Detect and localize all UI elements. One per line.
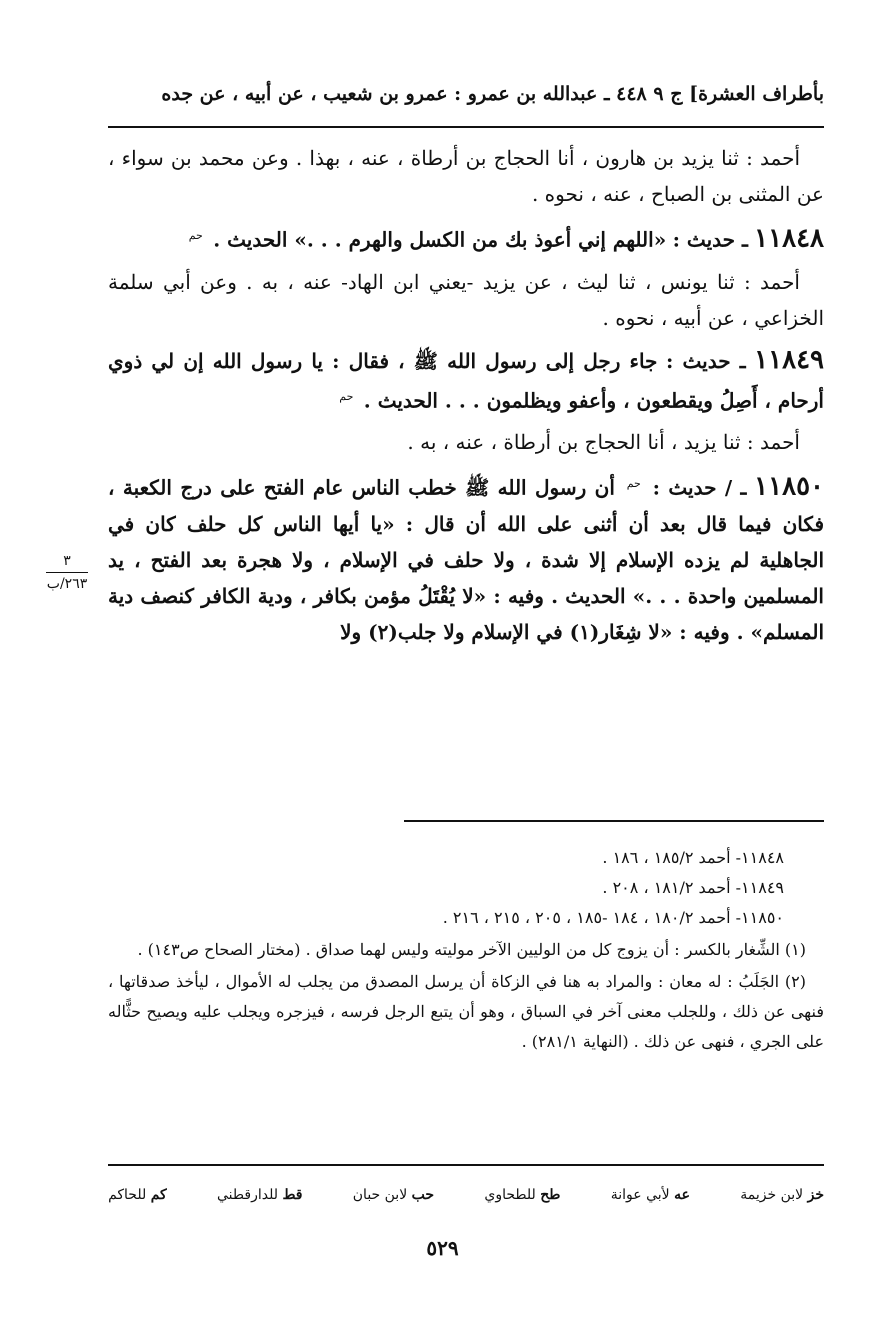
book-page xyxy=(108,0,824,1333)
page-number: ٥٢٩ xyxy=(426,1236,459,1260)
hadith-11850 xyxy=(108,466,824,650)
hadith-number: ١١٨٥٠ xyxy=(754,471,824,502)
reference-line: ١١٨٤٩- أحمد ١٨١/٢ ، ٢٠٨ . xyxy=(602,878,784,897)
footnote: (١) الشِّغار بالكسر : أن يزوج كل من الوليين الآخر موليته وليس لهما صداق . (مختار الصحاح ص١٤٣) . xyxy=(137,940,806,959)
references-block xyxy=(108,843,824,1057)
folio-number: ٣ xyxy=(63,553,71,569)
reference-line: ١١٨٥٠- أحمد ١٨٠/٢ ، ١٨٤ -١٨٥ ، ٢٠٥ ، ٢١٥ ، ٢١٦ . xyxy=(442,908,784,927)
hadith-number: ١١٨٤٩ xyxy=(754,344,824,375)
reference-line: ١١٨٤٨- أحمد ١٨٥/٢ ، ١٨٦ . xyxy=(602,848,784,867)
hadith-11848 xyxy=(108,218,824,258)
hadith-text: جاء رجل إلى رسول الله ﷺ ، فقال : يا رسول الله إن لي ذوي أرحام ، أَصِلُ ويقطعون ، وأعفو ويظلمون . . . الحديث . xyxy=(108,348,824,413)
legend-item: عه لأبي عوانة xyxy=(610,1187,690,1203)
header-rule xyxy=(108,126,824,128)
legend-item: خز لابن خزيمة xyxy=(740,1187,824,1203)
legend-item: طح للطحاوي xyxy=(484,1187,561,1203)
running-header-text: بأطراف العشرة] ج ٩ ٤٤٨ ـ عبدالله بن عمرو : عمرو بن شعيب ، عن أبيه ، عن جده xyxy=(161,83,824,105)
source-symbol: حم xyxy=(339,389,354,403)
main-text xyxy=(108,140,824,656)
hadith-label: ـ / حديث : xyxy=(652,475,747,500)
hadith-11849 xyxy=(108,342,824,419)
legend-item: كم للحاكم xyxy=(108,1187,167,1203)
hadith-text: أن رسول الله ﷺ خطب الناس عام الفتح على درج الكعبة ، فكان فيما قال بعد أن أثنى على الله أن قال : «يا أيها الناس كل حلف كان في الجاهلية لم يزده الإسلام إلا شدة ، ولا حلف في الإسلام ، ولا هجرة بعد الفتح ، يد المسلمين واحدة . . .» الحديث . وفيه : «لا يُقْتَلُ مؤمن بكافر ، ودية الكافر كنصف دية المسلم» . وفيه : «لا شِغَار(١) في الإسلام ولا جلب(٢) ولا xyxy=(108,475,825,644)
source-symbol: حم xyxy=(626,477,641,491)
hadith-source: أحمد : ثنا يونس ، ثنا ليث ، عن يزيد -يعني ابن الهاد- عنه ، به . وعن أبي سلمة الخزاعي ، عن أبيه ، نحوه . xyxy=(108,269,824,330)
folio-ref: ٢٦٣/ب xyxy=(46,576,88,592)
hadith-label: ـ حديث : xyxy=(665,348,746,373)
folio-divider xyxy=(46,572,88,573)
legend-rule xyxy=(108,1164,824,1166)
source-symbol: حم xyxy=(188,229,203,242)
running-header xyxy=(108,76,824,112)
legend-item: قط للدارقطني xyxy=(217,1187,303,1203)
abbreviation-legend xyxy=(108,1180,824,1210)
hadith-source: أحمد : ثنا يزيد ، أنا الحجاج بن أرطاة ، عنه ، به . xyxy=(407,430,800,455)
hadith-label: ـ حديث : xyxy=(672,227,748,252)
footnote-separator xyxy=(404,820,824,822)
legend-item: حب لابن حبان xyxy=(352,1187,435,1203)
footnote: (٢) الجَلَبُ : له معان : والمراد به هنا في الزكاة أن يرسل المصدق من يجلب له الأموال ، ليأخذ صدقاتها ، فنهى عن ذلك ، وللجلب معنى آخر في السباق ، وهو أن يتبع الرجل فرسه ، فيزجره ويجلب عليه ويصيح حثًّاله على الجري ، فنهى عن ذلك . (النهاية ٢٨١/١) . xyxy=(108,972,825,1051)
hadith-text: «اللهم إني أعوذ بك من الكسل والهرم . . .» الحديث . xyxy=(213,227,667,252)
continuation-paragraph: أحمد : ثنا يزيد بن هارون ، أنا الحجاج بن أرطاة ، عنه ، بهذا . وعن محمد بن سواء ، عن المثنى بن الصباح ، عنه ، نحوه . xyxy=(108,146,824,206)
manuscript-folio-note xyxy=(42,552,92,593)
hadith-number: ١١٨٤٨ xyxy=(754,223,824,254)
